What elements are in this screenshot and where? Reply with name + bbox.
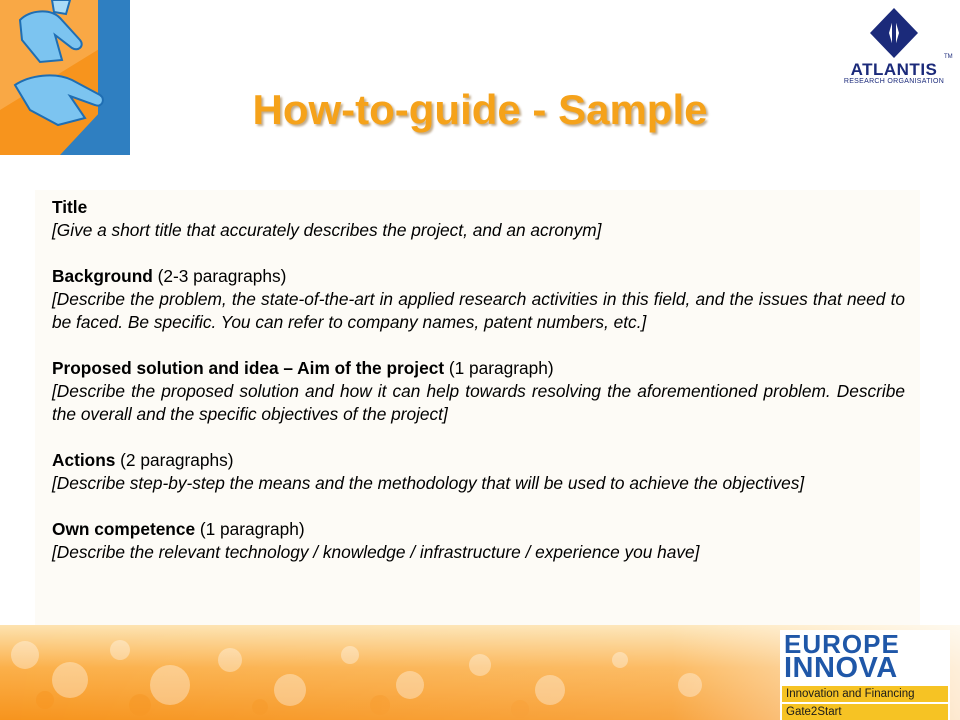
innovation-financing-label: Innovation and Financing: [782, 686, 948, 702]
section-heading-line: [52, 449, 905, 472]
section-heading: Title: [52, 197, 88, 217]
guide-content: [52, 196, 905, 587]
section-proposed-solution: [52, 357, 905, 426]
atlantis-subtitle: RESEARCH ORGANISATION: [843, 78, 945, 85]
section-own-competence: [52, 518, 905, 564]
atlantis-trademark: TM: [944, 54, 953, 60]
section-heading: Own competence: [52, 519, 196, 539]
section-description: [Describe the problem, the state-of-the-art in applied research activities in this field, and the issues that need to be faced. Be specific. You can refer to company names, patent numbers, etc.]: [52, 289, 905, 332]
europe-innova-logo: [780, 630, 950, 720]
europe-innova-line2: INNOVA: [784, 652, 898, 684]
section-description: [Describe the relevant technology / knowledge / infrastructure / experience you have]: [52, 542, 700, 562]
section-description: [Describe step-by-step the means and the methodology that will be used to achieve the objectives]: [52, 473, 805, 493]
section-heading: Background: [52, 266, 153, 286]
section-background: [52, 265, 905, 334]
section-heading-line: [52, 357, 905, 380]
section-heading-line: [52, 265, 905, 288]
section-note: (2-3 paragraphs): [152, 266, 287, 286]
section-note: (1 paragraph): [195, 519, 305, 539]
atlantis-logo: [838, 8, 953, 85]
section-title: [52, 196, 905, 242]
section-description: [Give a short title that accurately describes the project, and an acronym]: [52, 220, 602, 240]
section-actions: [52, 449, 905, 495]
atlantis-name: ATLANTIS: [850, 60, 938, 79]
slide-title: How-to-guide - Sample: [252, 86, 708, 133]
section-heading: Actions: [52, 450, 116, 470]
section-heading: Proposed solution and idea – Aim of the project: [52, 358, 445, 378]
section-note: (2 paragraphs): [115, 450, 234, 470]
section-heading-line: [52, 518, 905, 541]
section-note: (1 paragraph): [444, 358, 554, 378]
atlantis-diamond-icon: [868, 8, 920, 58]
europe-innova-line1: EUROPE: [784, 629, 900, 659]
section-description: [Describe the proposed solution and how it can help towards resolving the aforementioned problem. Describe the overall and the specific objectives of the project]: [52, 381, 905, 424]
gate2start-label: Gate2Start: [782, 704, 948, 720]
section-heading-line: [52, 196, 905, 219]
